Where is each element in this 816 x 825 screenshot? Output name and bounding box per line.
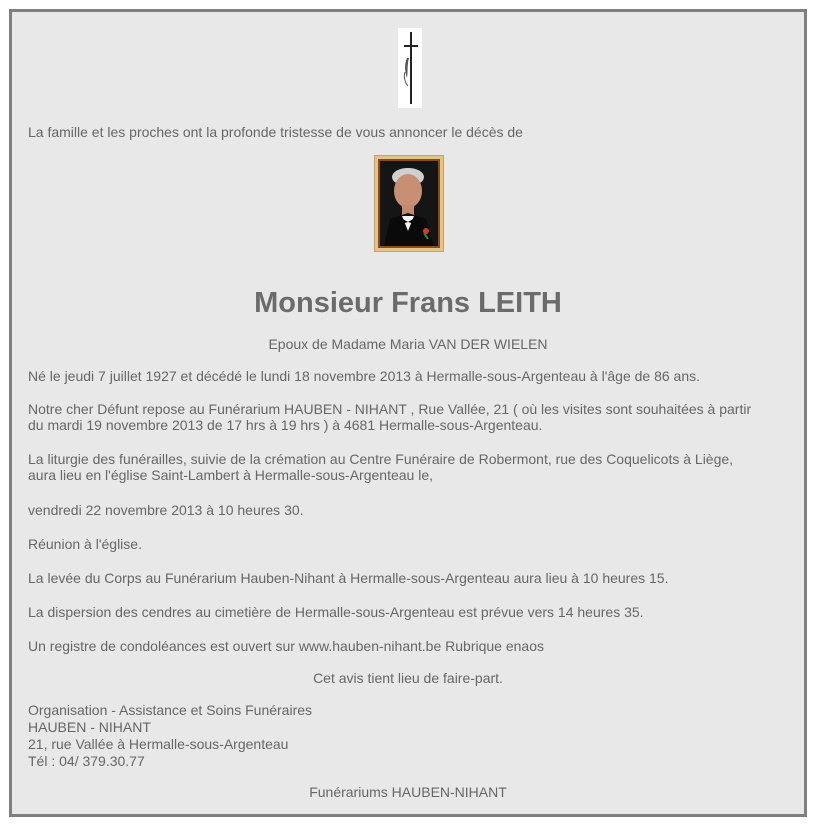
levee-text: La levée du Corps au Funérarium Hauben-Nihant à Hermalle-sous-Argenteau aura lieu à 10 heures 15. (28, 570, 669, 586)
spouse-text: Epoux de Madame Maria VAN DER WIELEN (268, 336, 548, 352)
reunion-text: Réunion à l'église. (28, 536, 142, 552)
liturgy-paragraph (28, 451, 788, 483)
liturgy-line-2: aura lieu en l'église Saint-Lambert à Hermalle-sous-Argenteau le, (28, 467, 433, 483)
organisation-block (28, 702, 788, 770)
organisation-line-2: HAUBEN - NIHANT (28, 719, 151, 735)
deceased-name: Monsieur Frans LEITH (254, 287, 562, 319)
footer-text: Funérariums HAUBEN-NIHANT (309, 784, 507, 800)
faire-part-text: Cet avis tient lieu de faire-part. (313, 670, 503, 686)
organisation-line-4: Tél : 04/ 379.30.77 (28, 753, 145, 769)
portrait-photo (374, 155, 444, 252)
ceremony-date: vendredi 22 novembre 2013 à 10 heures 30. (28, 502, 304, 518)
organisation-line-3: 21, rue Vallée à Hermalle-sous-Argenteau (28, 736, 289, 752)
birth-death-text: Né le jeudi 7 juillet 1927 et décédé le lundi 18 novembre 2013 à Hermalle-sous-Argenteau à l'âge de 86 ans. (28, 368, 700, 384)
dispersion-text: La dispersion des cendres au cimetière de Hermalle-sous-Argenteau est prévue vers 14 heures 35. (28, 604, 644, 620)
repose-line-1: Notre cher Défunt repose au Funérarium HAUBEN - NIHANT , Rue Vallée, 21 ( où les visites sont souhaitées à partir (28, 401, 752, 417)
registre-text: Un registre de condoléances est ouvert sur www.hauben-nihant.be Rubrique enaos (28, 638, 544, 654)
repose-line-2: du mardi 19 novembre 2013 de 17 hrs à 19 hrs ) à 4681 Hermalle-sous-Argenteau. (28, 417, 543, 433)
intro-text: La famille et les proches ont la profonde tristesse de vous annoncer le décès de (28, 124, 523, 140)
organisation-line-1: Organisation - Assistance et Soins Funéraires (28, 702, 313, 718)
liturgy-line-1: La liturgie des funérailles, suivie de la crémation au Centre Funéraire de Robermont, rue des Coquelicots à Liège, (28, 451, 734, 467)
repose-paragraph (28, 401, 788, 433)
death-notice-card (9, 9, 807, 817)
cross-icon (398, 28, 422, 108)
